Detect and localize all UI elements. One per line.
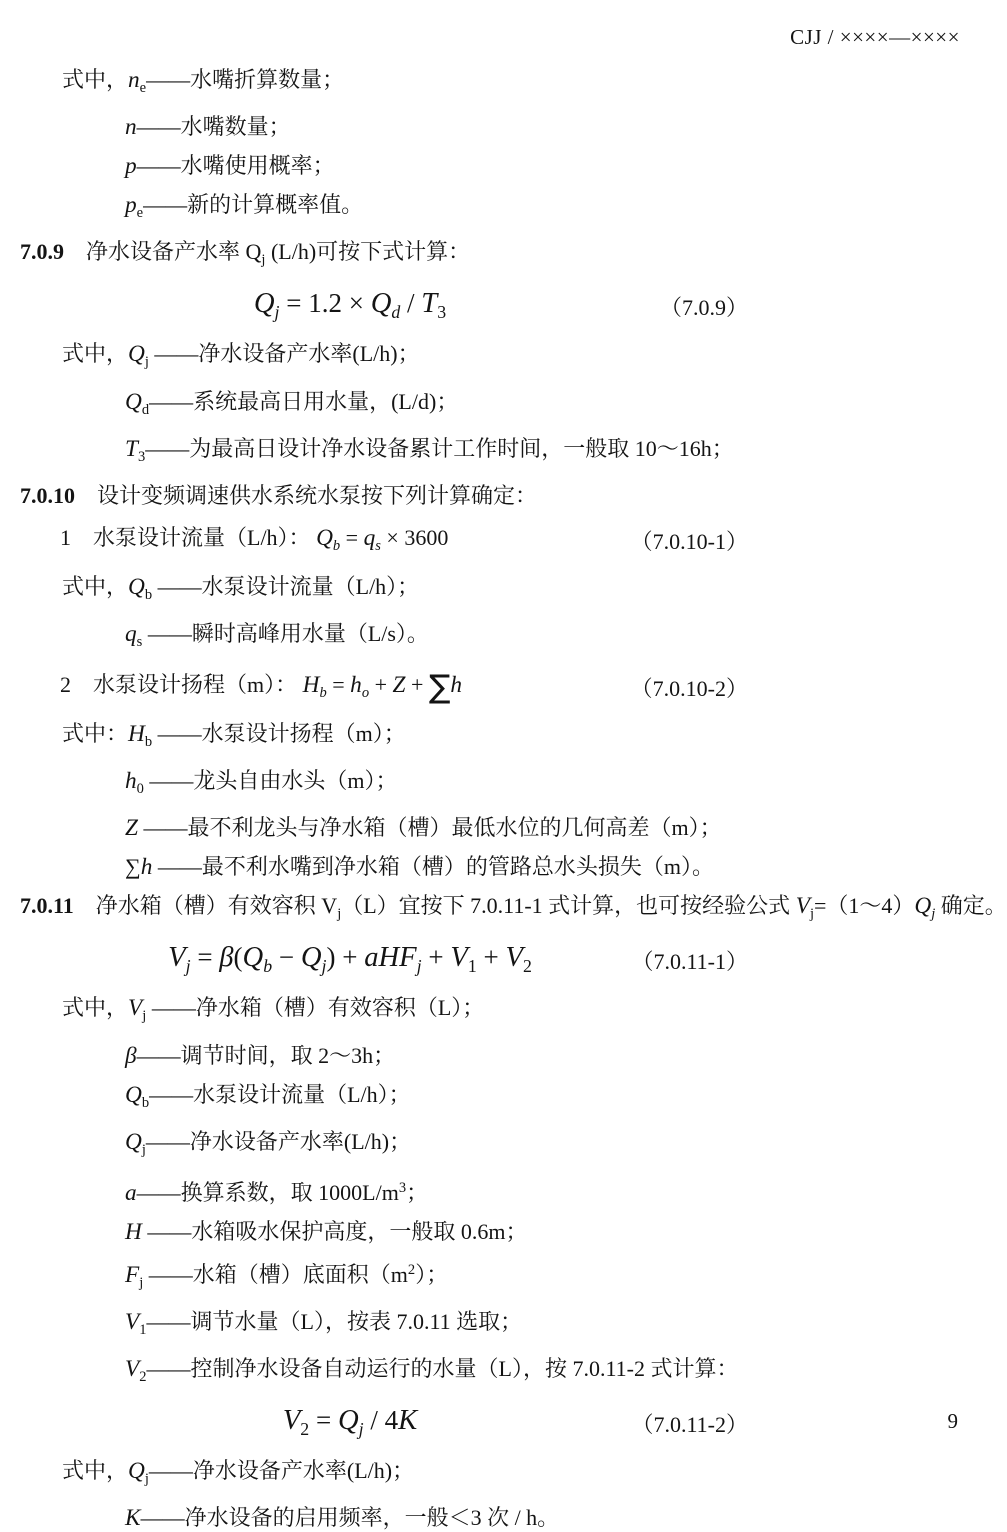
line-text: p——水嘴使用概率； xyxy=(125,153,335,180)
equation-number: （7.0.11-1） xyxy=(631,948,748,974)
numbered-sub-item xyxy=(60,667,1000,711)
line-text: 式中：$H_b$ ——水泵设计扬程（m）； xyxy=(62,721,406,751)
numbered-sub-item xyxy=(60,520,1000,564)
where-clause xyxy=(62,720,1000,756)
variable-definition xyxy=(125,1042,1000,1070)
line-text: ∑h ——最不利水嘴到净水箱（槽）的管路总水头损失（m）。 xyxy=(125,854,714,881)
variable-definition xyxy=(125,152,1000,180)
variable-definition xyxy=(125,1257,1000,1297)
line-text: a——换算系数，取 $1000L/m^3$； xyxy=(125,1179,429,1206)
line-text: K——净水设备的启用频率，一般＜3 次 / h。 xyxy=(125,1505,560,1532)
where-clause xyxy=(62,66,1000,102)
line-text: n——水嘴数量； xyxy=(125,114,291,141)
variable-definition xyxy=(125,814,1000,842)
variable-definition xyxy=(125,1308,1000,1344)
variable-definition xyxy=(125,1128,1000,1164)
section-heading xyxy=(20,238,1000,274)
variable-definition xyxy=(125,388,1000,424)
line-text: 1 水泵设计流量（L/h）： $Q_b = q_s \times 3600$ xyxy=(60,524,449,554)
variable-definition xyxy=(125,435,1000,471)
display-equation xyxy=(0,1402,1000,1447)
equation-number: （7.0.11-2） xyxy=(631,1411,748,1437)
line-text: 式中，$Q_j——$净水设备产水率(L/h)； xyxy=(62,1458,415,1488)
line-text: $Q_j = 1.2 \times Q_d / T_3$ xyxy=(253,287,447,323)
line-text: $Q_d——$系统最高日用水量，(L/d)； xyxy=(125,388,459,418)
section-heading xyxy=(20,892,1007,928)
variable-definition xyxy=(125,1504,1000,1532)
line-text: $p_e——$新的计算概率值。 xyxy=(125,192,364,222)
variable-definition xyxy=(125,1081,1000,1117)
variable-definition xyxy=(125,191,1000,227)
line-text: $q_s$ ——瞬时高峰用水量（L/s）。 xyxy=(125,620,429,650)
line-text: 式中，$Q_b$ ——水泵设计流量（L/h）； xyxy=(62,573,420,603)
equation-number: （7.0.10-2） xyxy=(630,675,748,701)
line-text: 2 水泵设计扬程（m）： $H_b = h_o + Z + \sum h$ xyxy=(60,667,463,706)
line-text: $V_j = \beta(Q_b - Q_j) + aHF_j + V_1 + V_2$ xyxy=(168,941,532,977)
line-text: $T_3——$为最高日设计净水设备累计工作时间，一般取 10～16h； xyxy=(125,435,734,465)
line-text: 7.0.11 净水箱（槽）有效容积 $V_j(L)$宜按下 7.0.11-1 式计算，也可按经验公式 $V_j=(1\sim 4)Q_j$ 确定。 xyxy=(20,893,1007,923)
variable-definition xyxy=(125,1355,1000,1391)
variable-definition xyxy=(125,767,1000,803)
line-text: $h_0$ ——龙头自由水头（m）； xyxy=(125,768,398,798)
line-text: 7.0.10 设计变频调速供水系统水泵按下列计算确定： xyxy=(20,482,538,508)
doc-code-header: CJJ / ××××—×××× xyxy=(790,25,960,49)
display-equation xyxy=(0,285,1000,330)
where-clause xyxy=(62,994,1000,1030)
variable-definition xyxy=(125,113,1000,141)
variable-definition xyxy=(125,853,1000,881)
line-text: $V_1——$调节水量（L），按表 7.0.11 选取； xyxy=(125,1308,523,1338)
equation-number: （7.0.9） xyxy=(659,294,748,320)
line-text: $Q_b——$水泵设计流量（L/h）； xyxy=(125,1081,411,1111)
display-equation xyxy=(0,939,1000,984)
equation-number: （7.0.10-1） xyxy=(630,528,748,554)
line-text: 式中，$V_j$ ——净水箱（槽）有效容积（L）； xyxy=(62,995,485,1025)
line-text: β——调节时间，取 2～3h； xyxy=(125,1042,396,1069)
where-clause xyxy=(62,1457,1000,1493)
variable-definition xyxy=(125,1218,1000,1246)
document-body xyxy=(0,66,1007,1532)
line-text: 式中，$n_e——$水嘴折算数量； xyxy=(62,67,345,97)
page-number: 9 xyxy=(947,1409,958,1433)
line-text: H ——水箱吸水保护高度，一般取 0.6m； xyxy=(125,1218,528,1245)
line-text: $F_j$ ——水箱（槽）底面积$(m^2)$； xyxy=(125,1261,449,1291)
line-text: 7.0.9 净水设备产水率 $Q_j$ (L/h)可按下式计算： xyxy=(20,239,471,269)
line-text: $Q_j——$净水设备产水率(L/h)； xyxy=(125,1128,412,1158)
variable-definition xyxy=(125,620,1000,656)
where-clause xyxy=(62,340,1000,376)
line-text: $V_2——$控制净水设备自动运行的水量（L），按 7.0.11-2 式计算： xyxy=(125,1355,739,1385)
line-text: $V_2 = Q_j / 4K$ xyxy=(282,1403,418,1440)
where-clause xyxy=(62,573,1000,609)
line-text: 式中，$Q_j$ ——净水设备产水率(L/h)； xyxy=(62,341,420,371)
variable-definition xyxy=(125,1175,1000,1207)
line-text: Z ——最不利龙头与净水箱（槽）最低水位的几何高差（m）； xyxy=(125,815,722,842)
section-heading xyxy=(20,482,1000,509)
